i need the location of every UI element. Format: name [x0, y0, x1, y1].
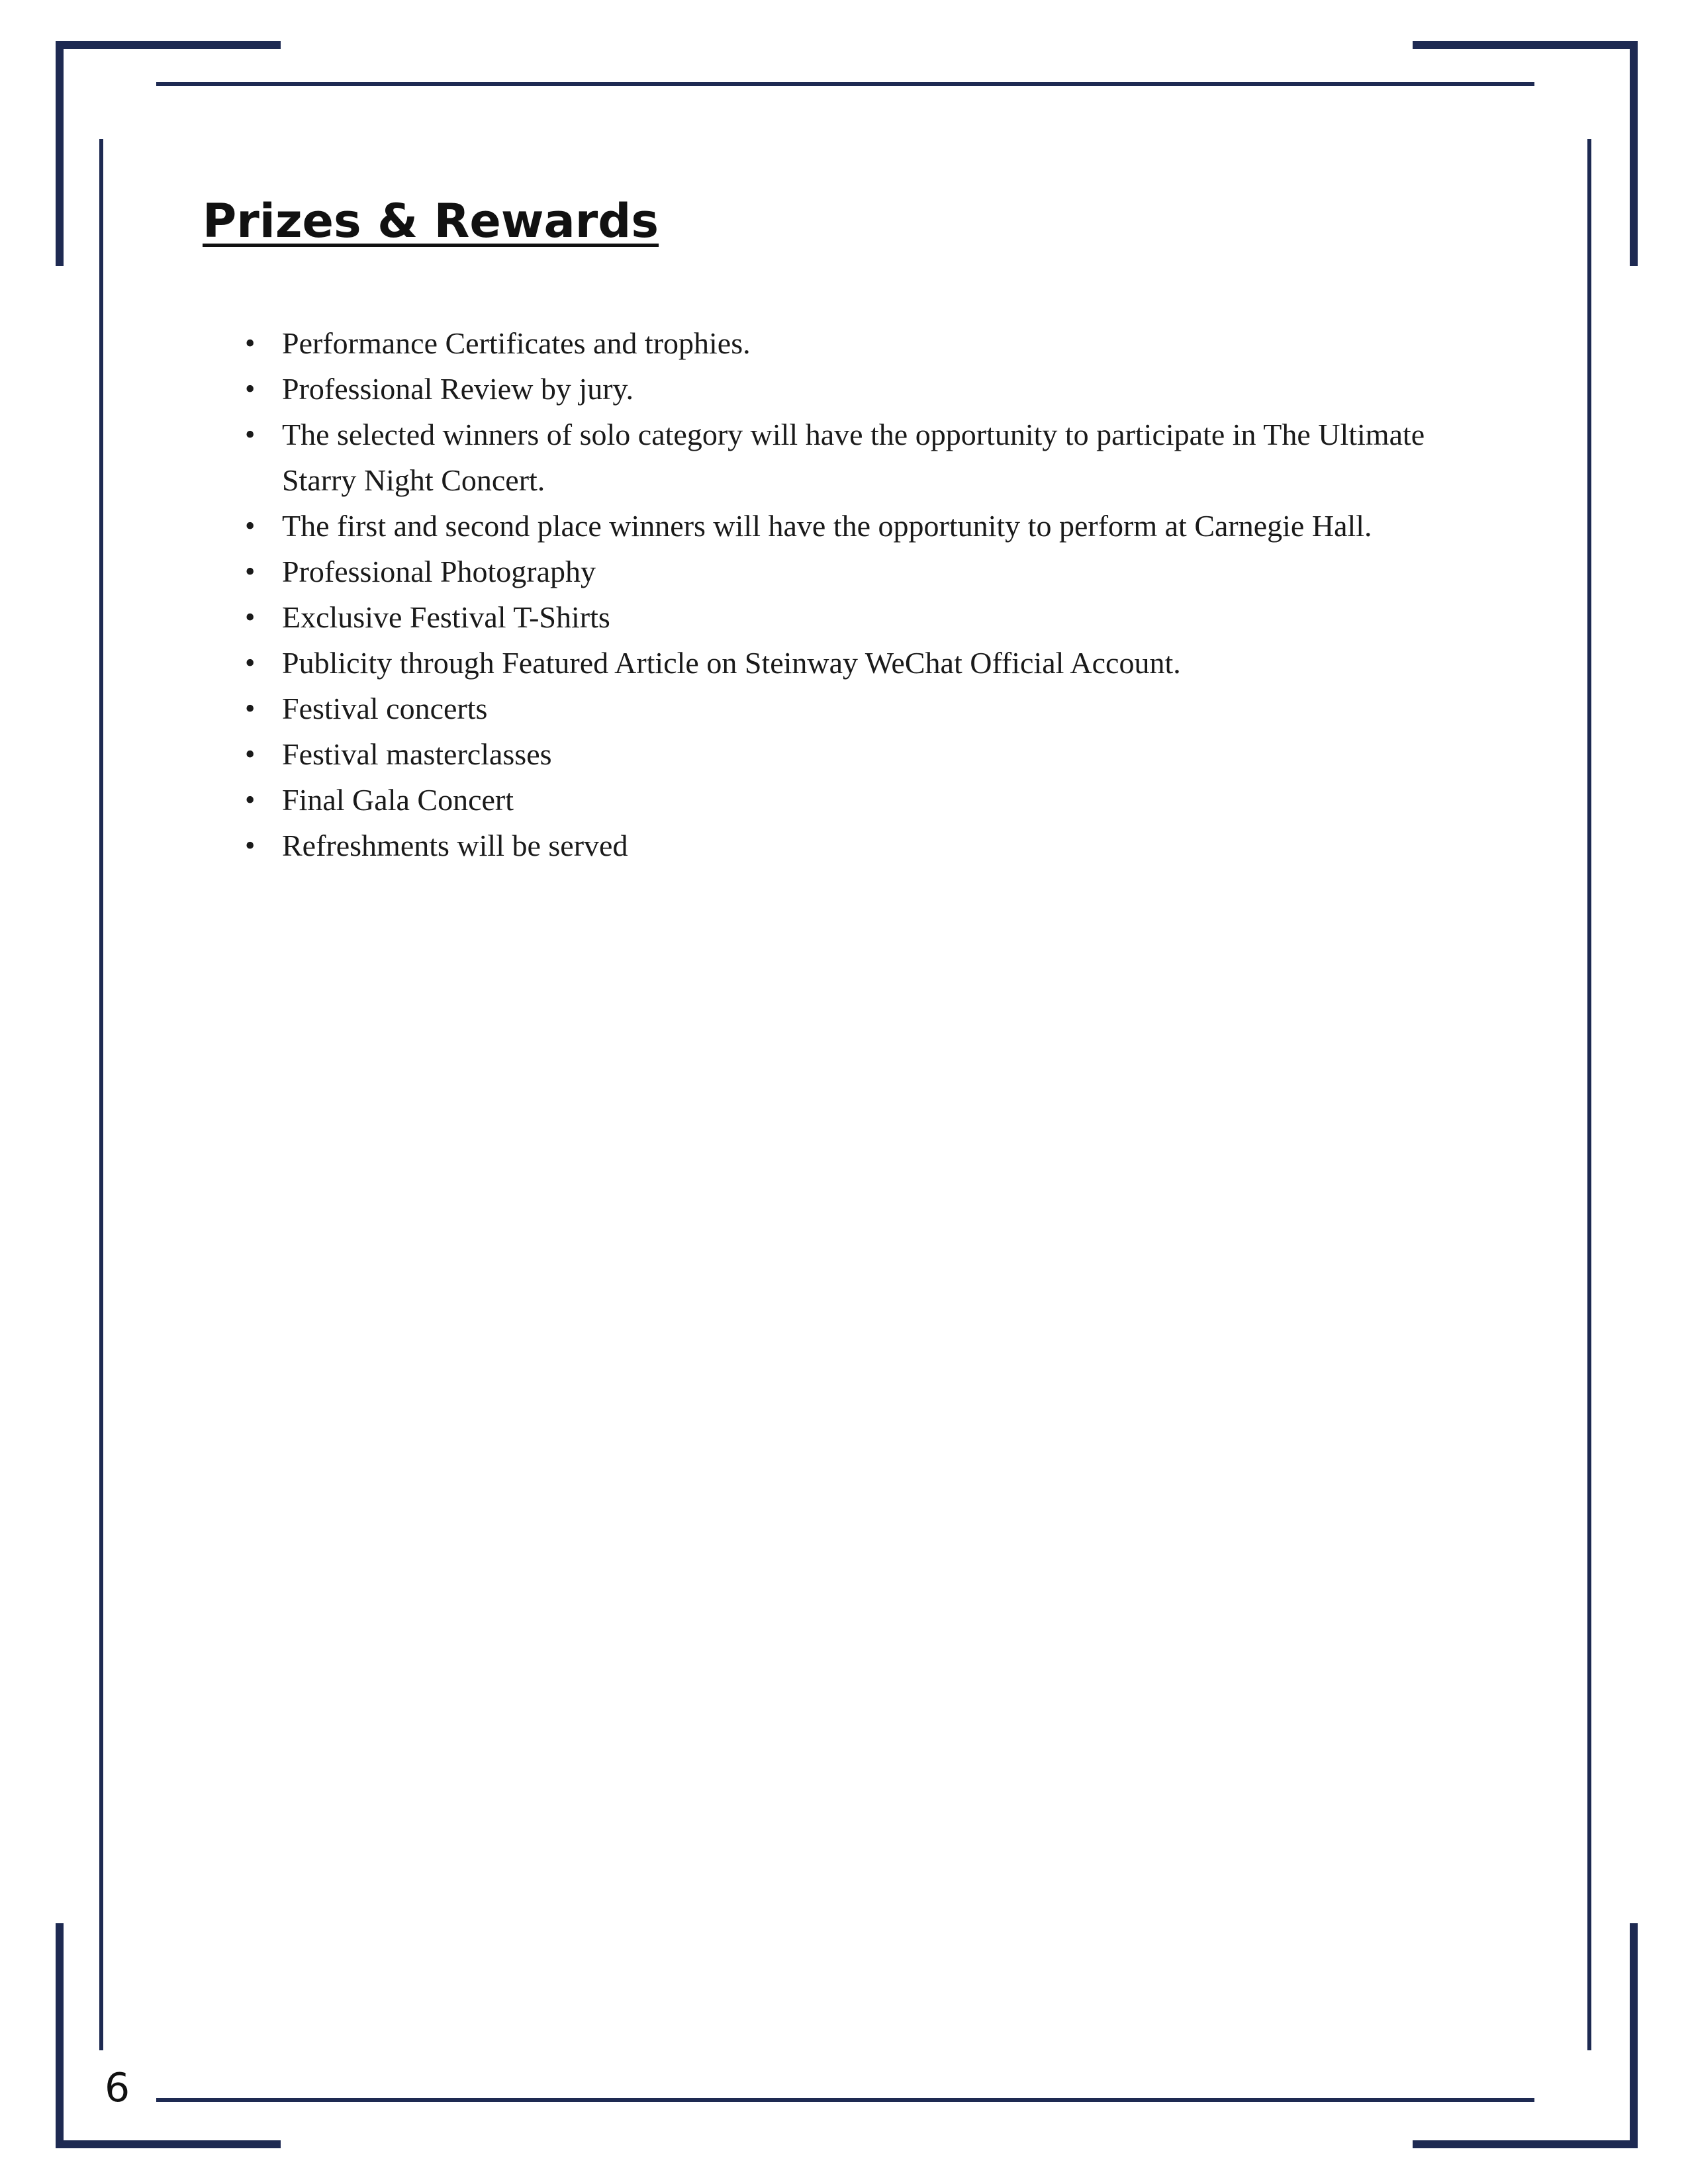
list-item: • Refreshments will be served [282, 823, 1507, 868]
frame-inner-left-line [99, 139, 103, 2050]
list-item: • Exclusive Festival T-Shirts [282, 594, 1507, 640]
frame-corner-top-left-vertical [56, 41, 64, 266]
list-item: • Publicity through Featured Article on Steinway WeChat Official Account. [282, 640, 1507, 686]
frame-corner-top-right-vertical [1630, 41, 1638, 266]
list-item: • Final Gala Concert [282, 777, 1507, 823]
list-item: • Professional Review by jury. [282, 366, 1507, 412]
frame-corner-bottom-left-horizontal [56, 2140, 281, 2148]
frame-inner-top-line [156, 82, 1534, 86]
frame-corner-bottom-right-horizontal [1413, 2140, 1638, 2148]
frame-corner-top-left-horizontal [56, 41, 281, 49]
list-item: • The first and second place winners will have the opportunity to perform at Carnegie Hall. [282, 503, 1507, 549]
frame-inner-right-line [1587, 139, 1591, 2050]
frame-corner-bottom-right-vertical [1630, 1923, 1638, 2148]
list-item: • Professional Photography [282, 549, 1507, 594]
frame-corner-top-right-horizontal [1413, 41, 1638, 49]
prize-list [240, 320, 1507, 868]
page-title: Prizes & Rewards [203, 194, 659, 248]
list-item: • Performance Certificates and trophies. [282, 320, 1507, 366]
list-item: • Festival concerts [282, 686, 1507, 731]
list-item: • Festival masterclasses [282, 731, 1507, 777]
list-item: • The selected winners of solo category will have the opportunity to participate in The Ultimate Starry Night Concert. [282, 412, 1507, 503]
frame-corner-bottom-left-vertical [56, 1923, 64, 2148]
page-number: 6 [105, 2065, 130, 2111]
frame-inner-bottom-line [156, 2098, 1534, 2102]
